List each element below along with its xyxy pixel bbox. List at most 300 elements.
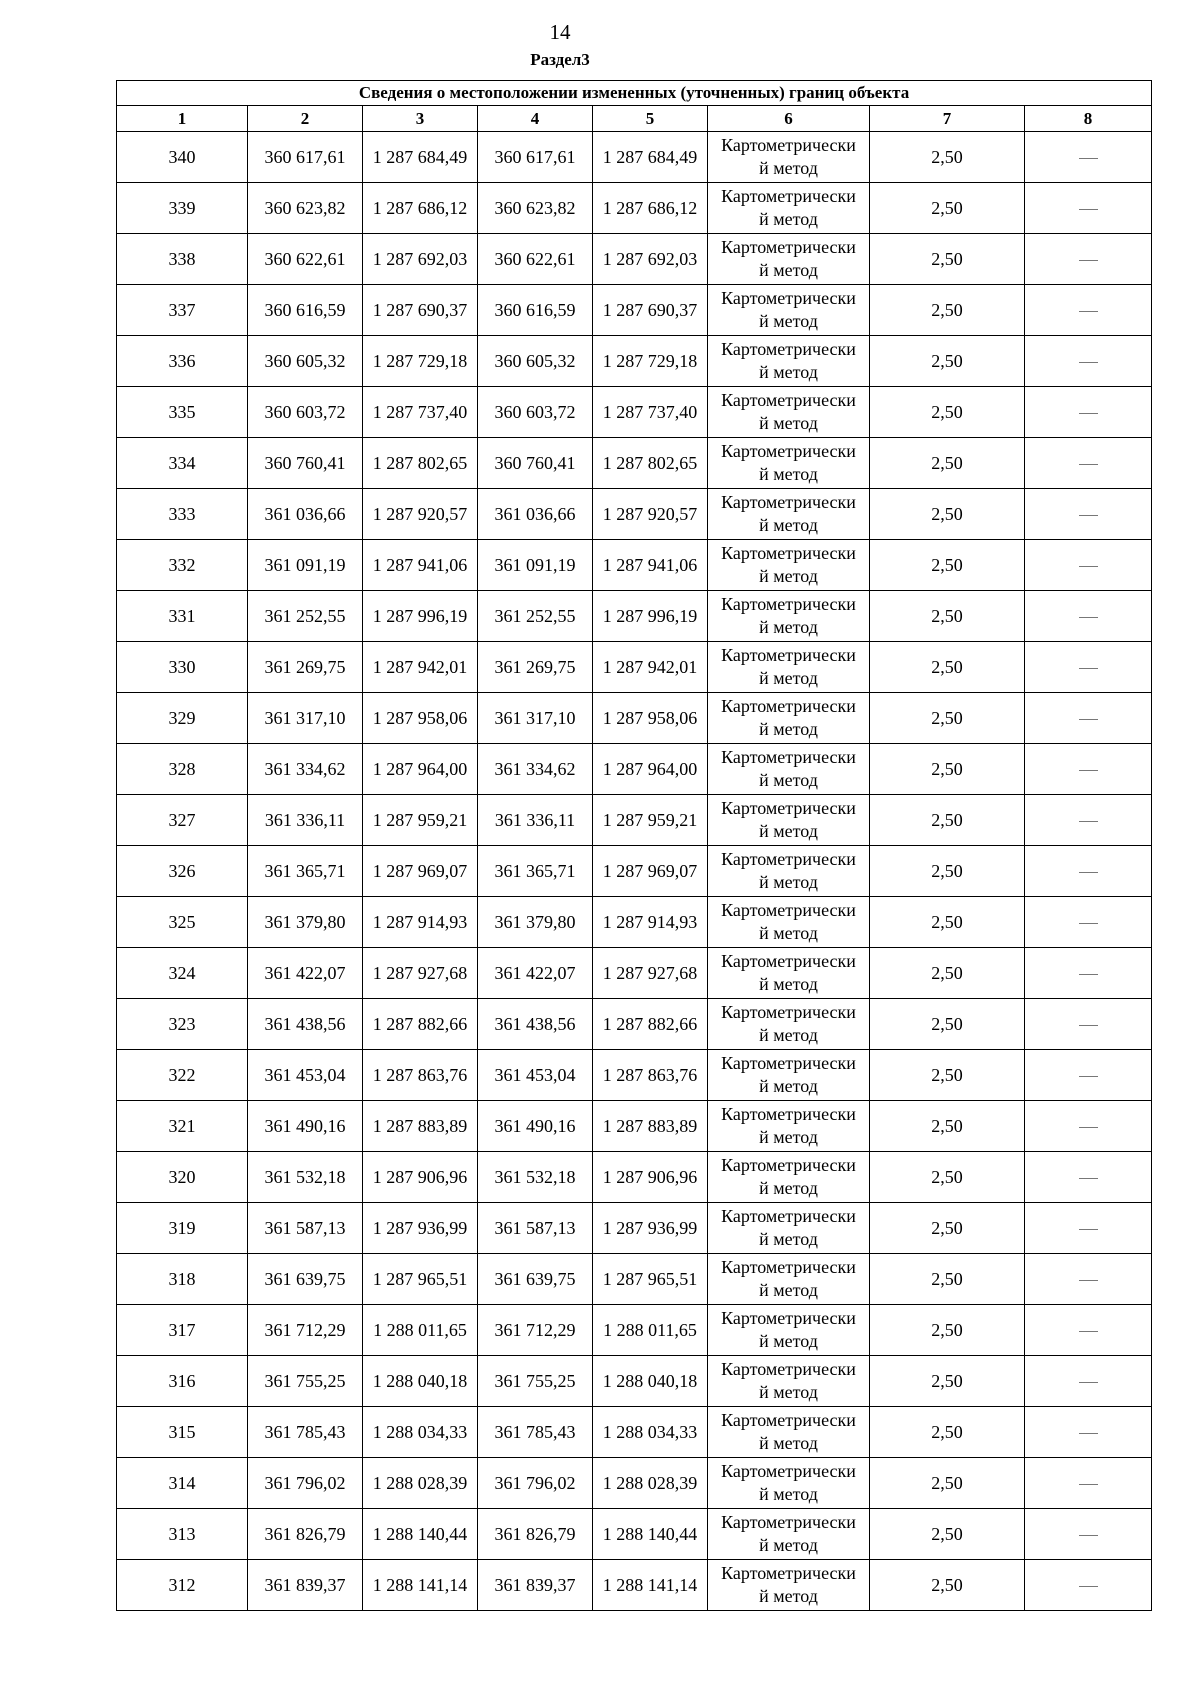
y-coordinate-cell: 1 287 936,99 bbox=[593, 1203, 708, 1254]
empty-dash bbox=[1079, 1280, 1098, 1281]
method-line-1: Картометрически bbox=[721, 1512, 856, 1532]
method-line-1: Картометрически bbox=[721, 1410, 856, 1430]
table-row bbox=[117, 846, 1152, 897]
point-number-cell: 329 bbox=[117, 693, 248, 744]
x-coordinate-cell: 361 334,62 bbox=[248, 744, 363, 795]
y-coordinate-cell: 1 287 958,06 bbox=[363, 693, 478, 744]
x-coordinate-cell: 360 616,59 bbox=[248, 285, 363, 336]
method-line-2: й метод bbox=[759, 566, 818, 586]
empty-dash bbox=[1079, 362, 1098, 363]
x-coordinate-cell: 361 826,79 bbox=[248, 1509, 363, 1560]
method-line-2: й метод bbox=[759, 1535, 818, 1555]
method-cell bbox=[708, 438, 870, 489]
y-coordinate-cell: 1 288 141,14 bbox=[363, 1560, 478, 1611]
accuracy-cell: 2,50 bbox=[870, 999, 1025, 1050]
table-row bbox=[117, 1152, 1152, 1203]
method-line-2: й метод bbox=[759, 617, 818, 637]
method-line-1: Картометрически bbox=[721, 1563, 856, 1583]
accuracy-cell: 2,50 bbox=[870, 1458, 1025, 1509]
y-coordinate-cell: 1 288 034,33 bbox=[363, 1407, 478, 1458]
table-row bbox=[117, 1407, 1152, 1458]
table-row bbox=[117, 795, 1152, 846]
x-coordinate-cell: 360 622,61 bbox=[478, 234, 593, 285]
description-cell bbox=[1025, 1050, 1152, 1101]
y-coordinate-cell: 1 287 996,19 bbox=[593, 591, 708, 642]
accuracy-cell: 2,50 bbox=[870, 1203, 1025, 1254]
x-coordinate-cell: 361 839,37 bbox=[478, 1560, 593, 1611]
x-coordinate-cell: 360 617,61 bbox=[248, 132, 363, 183]
empty-dash bbox=[1079, 1484, 1098, 1485]
description-cell bbox=[1025, 285, 1152, 336]
y-coordinate-cell: 1 287 863,76 bbox=[593, 1050, 708, 1101]
y-coordinate-cell: 1 287 802,65 bbox=[363, 438, 478, 489]
y-coordinate-cell: 1 287 958,06 bbox=[593, 693, 708, 744]
x-coordinate-cell: 360 760,41 bbox=[478, 438, 593, 489]
description-cell bbox=[1025, 1101, 1152, 1152]
description-cell bbox=[1025, 1509, 1152, 1560]
x-coordinate-cell: 361 317,10 bbox=[248, 693, 363, 744]
y-coordinate-cell: 1 288 140,44 bbox=[593, 1509, 708, 1560]
coordinates-table bbox=[116, 80, 1152, 1611]
empty-dash bbox=[1079, 311, 1098, 312]
point-number-cell: 337 bbox=[117, 285, 248, 336]
point-number-cell: 326 bbox=[117, 846, 248, 897]
accuracy-cell: 2,50 bbox=[870, 234, 1025, 285]
method-line-1: Картометрически bbox=[721, 951, 856, 971]
table-row bbox=[117, 1356, 1152, 1407]
empty-dash bbox=[1079, 821, 1098, 822]
point-number-cell: 335 bbox=[117, 387, 248, 438]
point-number-cell: 328 bbox=[117, 744, 248, 795]
accuracy-cell: 2,50 bbox=[870, 846, 1025, 897]
x-coordinate-cell: 360 623,82 bbox=[248, 183, 363, 234]
method-cell bbox=[708, 1152, 870, 1203]
method-line-2: й метод bbox=[759, 1229, 818, 1249]
x-coordinate-cell: 360 616,59 bbox=[478, 285, 593, 336]
column-header-6: 6 bbox=[708, 106, 870, 132]
method-cell bbox=[708, 795, 870, 846]
empty-dash bbox=[1079, 1229, 1098, 1230]
accuracy-cell: 2,50 bbox=[870, 1407, 1025, 1458]
method-line-1: Картометрически bbox=[721, 390, 856, 410]
empty-dash bbox=[1079, 923, 1098, 924]
x-coordinate-cell: 361 379,80 bbox=[248, 897, 363, 948]
point-number-cell: 332 bbox=[117, 540, 248, 591]
table-row bbox=[117, 744, 1152, 795]
y-coordinate-cell: 1 287 936,99 bbox=[363, 1203, 478, 1254]
x-coordinate-cell: 361 532,18 bbox=[248, 1152, 363, 1203]
x-coordinate-cell: 361 796,02 bbox=[248, 1458, 363, 1509]
point-number-cell: 314 bbox=[117, 1458, 248, 1509]
x-coordinate-cell: 361 639,75 bbox=[478, 1254, 593, 1305]
x-coordinate-cell: 361 712,29 bbox=[248, 1305, 363, 1356]
y-coordinate-cell: 1 287 882,66 bbox=[593, 999, 708, 1050]
y-coordinate-cell: 1 287 941,06 bbox=[363, 540, 478, 591]
x-coordinate-cell: 361 438,56 bbox=[248, 999, 363, 1050]
y-coordinate-cell: 1 288 028,39 bbox=[593, 1458, 708, 1509]
table-row bbox=[117, 1050, 1152, 1101]
y-coordinate-cell: 1 288 011,65 bbox=[593, 1305, 708, 1356]
method-cell bbox=[708, 846, 870, 897]
method-cell bbox=[708, 285, 870, 336]
table-row bbox=[117, 693, 1152, 744]
description-cell bbox=[1025, 183, 1152, 234]
table-row bbox=[117, 591, 1152, 642]
accuracy-cell: 2,50 bbox=[870, 1356, 1025, 1407]
table-caption: Сведения о местоположении измененных (уточненных) границ объекта bbox=[117, 81, 1152, 106]
empty-dash bbox=[1079, 1586, 1098, 1587]
column-header-5: 5 bbox=[593, 106, 708, 132]
y-coordinate-cell: 1 287 906,96 bbox=[363, 1152, 478, 1203]
method-cell bbox=[708, 591, 870, 642]
table-row bbox=[117, 1458, 1152, 1509]
point-number-cell: 322 bbox=[117, 1050, 248, 1101]
method-line-1: Картометрически bbox=[721, 1461, 856, 1481]
y-coordinate-cell: 1 287 969,07 bbox=[593, 846, 708, 897]
description-cell bbox=[1025, 591, 1152, 642]
y-coordinate-cell: 1 288 034,33 bbox=[593, 1407, 708, 1458]
x-coordinate-cell: 361 587,13 bbox=[478, 1203, 593, 1254]
y-coordinate-cell: 1 287 964,00 bbox=[363, 744, 478, 795]
description-cell bbox=[1025, 540, 1152, 591]
method-line-2: й метод bbox=[759, 209, 818, 229]
y-coordinate-cell: 1 287 927,68 bbox=[363, 948, 478, 999]
empty-dash bbox=[1079, 1127, 1098, 1128]
point-number-cell: 336 bbox=[117, 336, 248, 387]
method-line-2: й метод bbox=[759, 1484, 818, 1504]
column-header-7: 7 bbox=[870, 106, 1025, 132]
point-number-cell: 320 bbox=[117, 1152, 248, 1203]
y-coordinate-cell: 1 287 686,12 bbox=[363, 183, 478, 234]
point-number-cell: 313 bbox=[117, 1509, 248, 1560]
method-line-1: Картометрически bbox=[721, 339, 856, 359]
method-line-2: й метод bbox=[759, 668, 818, 688]
method-line-2: й метод bbox=[759, 1025, 818, 1045]
x-coordinate-cell: 361 036,66 bbox=[478, 489, 593, 540]
empty-dash bbox=[1079, 515, 1098, 516]
description-cell bbox=[1025, 1305, 1152, 1356]
point-number-cell: 339 bbox=[117, 183, 248, 234]
x-coordinate-cell: 361 712,29 bbox=[478, 1305, 593, 1356]
x-coordinate-cell: 361 755,25 bbox=[248, 1356, 363, 1407]
y-coordinate-cell: 1 287 965,51 bbox=[593, 1254, 708, 1305]
description-cell bbox=[1025, 795, 1152, 846]
table-caption-row bbox=[117, 81, 1152, 106]
method-line-1: Картометрически bbox=[721, 135, 856, 155]
method-line-2: й метод bbox=[759, 413, 818, 433]
empty-dash bbox=[1079, 974, 1098, 975]
empty-dash bbox=[1079, 1178, 1098, 1179]
method-line-1: Картометрически bbox=[721, 747, 856, 767]
y-coordinate-cell: 1 287 969,07 bbox=[363, 846, 478, 897]
table-row bbox=[117, 1254, 1152, 1305]
x-coordinate-cell: 360 617,61 bbox=[478, 132, 593, 183]
table-row bbox=[117, 897, 1152, 948]
y-coordinate-cell: 1 287 941,06 bbox=[593, 540, 708, 591]
x-coordinate-cell: 361 587,13 bbox=[248, 1203, 363, 1254]
method-line-2: й метод bbox=[759, 1127, 818, 1147]
x-coordinate-cell: 361 379,80 bbox=[478, 897, 593, 948]
description-cell bbox=[1025, 1203, 1152, 1254]
method-line-1: Картометрически bbox=[721, 1257, 856, 1277]
method-line-2: й метод bbox=[759, 362, 818, 382]
table-row bbox=[117, 285, 1152, 336]
method-line-2: й метод bbox=[759, 1076, 818, 1096]
table-row bbox=[117, 183, 1152, 234]
method-line-2: й метод bbox=[759, 515, 818, 535]
accuracy-cell: 2,50 bbox=[870, 285, 1025, 336]
accuracy-cell: 2,50 bbox=[870, 693, 1025, 744]
y-coordinate-cell: 1 287 959,21 bbox=[593, 795, 708, 846]
y-coordinate-cell: 1 287 684,49 bbox=[593, 132, 708, 183]
x-coordinate-cell: 360 603,72 bbox=[478, 387, 593, 438]
method-cell bbox=[708, 1458, 870, 1509]
x-coordinate-cell: 361 490,16 bbox=[248, 1101, 363, 1152]
method-cell bbox=[708, 1509, 870, 1560]
accuracy-cell: 2,50 bbox=[870, 1050, 1025, 1101]
x-coordinate-cell: 361 490,16 bbox=[478, 1101, 593, 1152]
empty-dash bbox=[1079, 464, 1098, 465]
description-cell bbox=[1025, 1407, 1152, 1458]
method-line-2: й метод bbox=[759, 260, 818, 280]
y-coordinate-cell: 1 287 729,18 bbox=[593, 336, 708, 387]
y-coordinate-cell: 1 287 684,49 bbox=[363, 132, 478, 183]
point-number-cell: 317 bbox=[117, 1305, 248, 1356]
column-header-row bbox=[117, 106, 1152, 132]
description-cell bbox=[1025, 1152, 1152, 1203]
y-coordinate-cell: 1 288 040,18 bbox=[593, 1356, 708, 1407]
table-row bbox=[117, 438, 1152, 489]
x-coordinate-cell: 361 438,56 bbox=[478, 999, 593, 1050]
table-row bbox=[117, 489, 1152, 540]
x-coordinate-cell: 361 252,55 bbox=[248, 591, 363, 642]
method-cell bbox=[708, 489, 870, 540]
method-line-2: й метод bbox=[759, 719, 818, 739]
empty-dash bbox=[1079, 1025, 1098, 1026]
x-coordinate-cell: 361 532,18 bbox=[478, 1152, 593, 1203]
method-cell bbox=[708, 1356, 870, 1407]
empty-dash bbox=[1079, 668, 1098, 669]
method-line-2: й метод bbox=[759, 821, 818, 841]
description-cell bbox=[1025, 1254, 1152, 1305]
method-cell bbox=[708, 183, 870, 234]
page-number: 14 bbox=[549, 20, 571, 44]
x-coordinate-cell: 360 603,72 bbox=[248, 387, 363, 438]
method-cell bbox=[708, 1050, 870, 1101]
accuracy-cell: 2,50 bbox=[870, 540, 1025, 591]
method-line-1: Картометрически bbox=[721, 288, 856, 308]
accuracy-cell: 2,50 bbox=[870, 744, 1025, 795]
y-coordinate-cell: 1 287 737,40 bbox=[363, 387, 478, 438]
accuracy-cell: 2,50 bbox=[870, 1305, 1025, 1356]
method-line-1: Картометрически bbox=[721, 645, 856, 665]
y-coordinate-cell: 1 287 737,40 bbox=[593, 387, 708, 438]
y-coordinate-cell: 1 288 141,14 bbox=[593, 1560, 708, 1611]
method-cell bbox=[708, 1407, 870, 1458]
accuracy-cell: 2,50 bbox=[870, 948, 1025, 999]
point-number-cell: 330 bbox=[117, 642, 248, 693]
y-coordinate-cell: 1 287 942,01 bbox=[593, 642, 708, 693]
description-cell bbox=[1025, 1458, 1152, 1509]
table-row bbox=[117, 132, 1152, 183]
description-cell bbox=[1025, 999, 1152, 1050]
x-coordinate-cell: 361 334,62 bbox=[478, 744, 593, 795]
method-line-2: й метод bbox=[759, 770, 818, 790]
empty-dash bbox=[1079, 413, 1098, 414]
point-number-cell: 324 bbox=[117, 948, 248, 999]
description-cell bbox=[1025, 642, 1152, 693]
point-number-cell: 333 bbox=[117, 489, 248, 540]
method-cell bbox=[708, 336, 870, 387]
x-coordinate-cell: 360 623,82 bbox=[478, 183, 593, 234]
x-coordinate-cell: 361 091,19 bbox=[248, 540, 363, 591]
description-cell bbox=[1025, 846, 1152, 897]
description-cell bbox=[1025, 234, 1152, 285]
table-row bbox=[117, 1305, 1152, 1356]
accuracy-cell: 2,50 bbox=[870, 1509, 1025, 1560]
description-cell bbox=[1025, 897, 1152, 948]
table-row bbox=[117, 1203, 1152, 1254]
point-number-cell: 323 bbox=[117, 999, 248, 1050]
empty-dash bbox=[1079, 1535, 1098, 1536]
method-line-1: Картометрически bbox=[721, 594, 856, 614]
description-cell bbox=[1025, 438, 1152, 489]
method-line-2: й метод bbox=[759, 1433, 818, 1453]
point-number-cell: 315 bbox=[117, 1407, 248, 1458]
point-number-cell: 325 bbox=[117, 897, 248, 948]
point-number-cell: 338 bbox=[117, 234, 248, 285]
y-coordinate-cell: 1 288 011,65 bbox=[363, 1305, 478, 1356]
table-row bbox=[117, 234, 1152, 285]
method-line-2: й метод bbox=[759, 311, 818, 331]
point-number-cell: 318 bbox=[117, 1254, 248, 1305]
x-coordinate-cell: 361 422,07 bbox=[248, 948, 363, 999]
method-cell bbox=[708, 1254, 870, 1305]
accuracy-cell: 2,50 bbox=[870, 387, 1025, 438]
description-cell bbox=[1025, 132, 1152, 183]
table-row bbox=[117, 387, 1152, 438]
accuracy-cell: 2,50 bbox=[870, 642, 1025, 693]
y-coordinate-cell: 1 287 883,89 bbox=[593, 1101, 708, 1152]
x-coordinate-cell: 361 826,79 bbox=[478, 1509, 593, 1560]
x-coordinate-cell: 360 605,32 bbox=[248, 336, 363, 387]
y-coordinate-cell: 1 288 028,39 bbox=[363, 1458, 478, 1509]
accuracy-cell: 2,50 bbox=[870, 1101, 1025, 1152]
method-line-1: Картометрически bbox=[721, 1308, 856, 1328]
x-coordinate-cell: 361 269,75 bbox=[248, 642, 363, 693]
empty-dash bbox=[1079, 260, 1098, 261]
method-line-1: Картометрически bbox=[721, 492, 856, 512]
y-coordinate-cell: 1 287 914,93 bbox=[593, 897, 708, 948]
x-coordinate-cell: 361 036,66 bbox=[248, 489, 363, 540]
y-coordinate-cell: 1 287 996,19 bbox=[363, 591, 478, 642]
accuracy-cell: 2,50 bbox=[870, 897, 1025, 948]
x-coordinate-cell: 361 796,02 bbox=[478, 1458, 593, 1509]
method-line-2: й метод bbox=[759, 872, 818, 892]
column-header-4: 4 bbox=[478, 106, 593, 132]
method-line-1: Картометрически bbox=[721, 237, 856, 257]
x-coordinate-cell: 361 317,10 bbox=[478, 693, 593, 744]
empty-dash bbox=[1079, 1076, 1098, 1077]
accuracy-cell: 2,50 bbox=[870, 1254, 1025, 1305]
method-line-2: й метод bbox=[759, 158, 818, 178]
method-cell bbox=[708, 948, 870, 999]
point-number-cell: 319 bbox=[117, 1203, 248, 1254]
description-cell bbox=[1025, 1560, 1152, 1611]
description-cell bbox=[1025, 489, 1152, 540]
empty-dash bbox=[1079, 158, 1098, 159]
x-coordinate-cell: 361 639,75 bbox=[248, 1254, 363, 1305]
y-coordinate-cell: 1 287 927,68 bbox=[593, 948, 708, 999]
y-coordinate-cell: 1 287 882,66 bbox=[363, 999, 478, 1050]
y-coordinate-cell: 1 287 686,12 bbox=[593, 183, 708, 234]
y-coordinate-cell: 1 287 863,76 bbox=[363, 1050, 478, 1101]
method-line-1: Картометрически bbox=[721, 1359, 856, 1379]
method-cell bbox=[708, 387, 870, 438]
empty-dash bbox=[1079, 566, 1098, 567]
x-coordinate-cell: 361 091,19 bbox=[478, 540, 593, 591]
y-coordinate-cell: 1 287 729,18 bbox=[363, 336, 478, 387]
method-line-1: Картометрически bbox=[721, 1104, 856, 1124]
description-cell bbox=[1025, 744, 1152, 795]
y-coordinate-cell: 1 288 040,18 bbox=[363, 1356, 478, 1407]
section-title: Раздел3 bbox=[530, 50, 590, 69]
empty-dash bbox=[1079, 617, 1098, 618]
method-line-2: й метод bbox=[759, 1280, 818, 1300]
x-coordinate-cell: 361 336,11 bbox=[478, 795, 593, 846]
point-number-cell: 321 bbox=[117, 1101, 248, 1152]
y-coordinate-cell: 1 287 690,37 bbox=[593, 285, 708, 336]
method-line-1: Картометрически bbox=[721, 900, 856, 920]
point-number-cell: 331 bbox=[117, 591, 248, 642]
x-coordinate-cell: 361 453,04 bbox=[248, 1050, 363, 1101]
empty-dash bbox=[1079, 1433, 1098, 1434]
method-cell bbox=[708, 1560, 870, 1611]
method-line-1: Картометрически bbox=[721, 696, 856, 716]
y-coordinate-cell: 1 287 965,51 bbox=[363, 1254, 478, 1305]
table-row bbox=[117, 1101, 1152, 1152]
y-coordinate-cell: 1 287 692,03 bbox=[363, 234, 478, 285]
method-line-1: Картометрически bbox=[721, 1002, 856, 1022]
method-cell bbox=[708, 540, 870, 591]
method-line-2: й метод bbox=[759, 464, 818, 484]
empty-dash bbox=[1079, 719, 1098, 720]
method-line-1: Картометрически bbox=[721, 1206, 856, 1226]
method-line-2: й метод bbox=[759, 974, 818, 994]
method-line-1: Картометрически bbox=[721, 186, 856, 206]
empty-dash bbox=[1079, 1331, 1098, 1332]
description-cell bbox=[1025, 336, 1152, 387]
accuracy-cell: 2,50 bbox=[870, 438, 1025, 489]
x-coordinate-cell: 361 785,43 bbox=[478, 1407, 593, 1458]
accuracy-cell: 2,50 bbox=[870, 1152, 1025, 1203]
x-coordinate-cell: 360 622,61 bbox=[248, 234, 363, 285]
method-line-2: й метод bbox=[759, 1331, 818, 1351]
x-coordinate-cell: 361 269,75 bbox=[478, 642, 593, 693]
column-header-3: 3 bbox=[363, 106, 478, 132]
x-coordinate-cell: 361 453,04 bbox=[478, 1050, 593, 1101]
x-coordinate-cell: 361 365,71 bbox=[248, 846, 363, 897]
accuracy-cell: 2,50 bbox=[870, 336, 1025, 387]
empty-dash bbox=[1079, 1382, 1098, 1383]
y-coordinate-cell: 1 287 920,57 bbox=[363, 489, 478, 540]
method-line-1: Картометрически bbox=[721, 798, 856, 818]
method-cell bbox=[708, 744, 870, 795]
y-coordinate-cell: 1 287 692,03 bbox=[593, 234, 708, 285]
method-cell bbox=[708, 897, 870, 948]
point-number-cell: 316 bbox=[117, 1356, 248, 1407]
method-line-1: Картометрически bbox=[721, 1053, 856, 1073]
